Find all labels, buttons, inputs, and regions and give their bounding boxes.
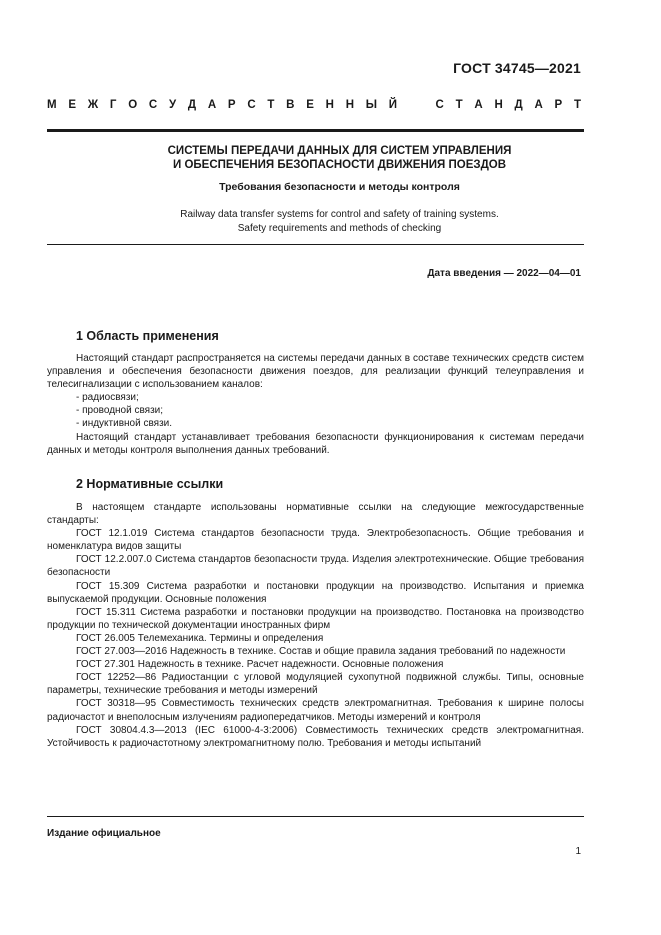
heading-letter: Т [267, 99, 278, 111]
heading-word-gap [409, 99, 427, 111]
heading-letter: Г [109, 99, 120, 111]
heading-letter: С [435, 99, 447, 111]
reference-item: ГОСТ 30804.4.3—2013 (IEC 61000-4-3:2006) Совместимость технических средств электромагнитная. Устойчивость к радиочастотному электромагнитному полю. Требования и методы испытаний [47, 724, 584, 749]
standard-type-heading [47, 99, 584, 111]
section-1-paragraph-2: Настоящий стандарт устанавливает требования безопасности функционирования к системам передачи данных и методы контроля выполнения данных требований. [47, 431, 584, 456]
doc-number: ГОСТ 34745—2021 [453, 60, 581, 76]
title-line-1: СИСТЕМЫ ПЕРЕДАЧИ ДАННЫХ ДЛЯ СИСТЕМ УПРАВЛЕНИЯ [167, 145, 512, 157]
reference-item: ГОСТ 15.311 Система разработки и постановки продукции на производство. Постановка на производство продукции по технической документации иностранных фирм [47, 606, 584, 631]
reference-item: ГОСТ 15.309 Система разработки и постановки продукции на производство. Испытания и приемка выпускаемой продукции. Основные положения [47, 580, 584, 605]
reference-item: ГОСТ 27.301 Надежность в технике. Расчет надежности. Основные положения [76, 659, 444, 671]
heading-letter: А [474, 99, 486, 111]
heading-letter: А [207, 99, 220, 111]
heading-letter: Р [227, 99, 239, 111]
heading-letter: С [247, 99, 259, 111]
header-rule [47, 129, 584, 132]
heading-letter: О [128, 99, 141, 111]
heading-letter: Н [345, 99, 358, 111]
heading-letter: Е [68, 99, 80, 111]
heading-letter: У [168, 99, 180, 111]
reference-item: ГОСТ 12.1.019 Система стандартов безопасности труда. Электробезопасность. Общие требования и номенклатура видов защиты [47, 528, 584, 553]
heading-letter: Й [388, 99, 401, 111]
reference-item: ГОСТ 12252—86 Радиостанции с угловой модуляцией сухопутной подвижной службы. Типы, основные параметры, технические требования и методы измерений [47, 672, 584, 697]
section-1-paragraph-1: Настоящий стандарт распространяется на системы передачи данных в составе технических средств систем управления и обеспечения безопасности движения поездов, для реализации функций телеуправления и телесигнализации с использованием каналов: [47, 353, 584, 391]
document-subtitle: Требования безопасности и методы контроля [219, 181, 460, 193]
official-edition-label: Издание официальное [47, 828, 161, 839]
introduction-date: Дата введения — 2022—04—01 [427, 268, 581, 279]
heading-letter: А [534, 99, 546, 111]
section-1-body [47, 352, 584, 457]
bullet-item: - индуктивной связи. [76, 418, 173, 430]
english-title-line-1: Railway data transfer systems for control and safety of training systems. [180, 209, 499, 220]
heading-letter: Д [187, 99, 200, 111]
reference-item: ГОСТ 12.2.007.0 Система стандартов безопасности труда. Изделия электротехнические. Общие требования безопасности [47, 554, 584, 579]
heading-letter: Е [306, 99, 317, 111]
page-number: 1 [575, 846, 581, 857]
heading-letter: М [47, 99, 60, 111]
document-title [47, 144, 632, 172]
bullet-item: - радиосвязи; [76, 392, 139, 404]
heading-letter: Н [325, 99, 337, 111]
section-2-intro: В настоящем стандарте использованы нормативные ссылки на следующие межгосударственные стандарты: [47, 502, 584, 527]
english-title [47, 208, 632, 236]
bullet-item: - проводной связи; [76, 405, 164, 417]
reference-item: ГОСТ 26.005 Телемеханика. Термины и определения [76, 632, 324, 644]
title-line-2: И ОБЕСПЕЧЕНИЯ БЕЗОПАСНОСТИ ДВИЖЕНИЯ ПОЕЗДОВ [172, 159, 507, 171]
section-1-heading: 1 Область применения [76, 329, 219, 343]
heading-letter: Т [455, 99, 466, 111]
heading-letter: Н [494, 99, 506, 111]
section-2-body [47, 501, 584, 750]
title-rule [47, 244, 584, 245]
heading-letter: Р [554, 99, 566, 111]
heading-letter: Ж [87, 99, 102, 111]
heading-letter: С [148, 99, 161, 111]
footer-rule [47, 816, 584, 817]
heading-letter: Д [514, 99, 526, 111]
heading-letter: Т [573, 99, 584, 111]
heading-letter: В [286, 99, 298, 111]
section-2-heading: 2 Нормативные ссылки [76, 477, 224, 491]
english-title-line-2: Safety requirements and methods of checking [237, 223, 442, 234]
reference-item: ГОСТ 27.003—2016 Надежность в технике. Состав и общие правила задания требований по надежности [76, 646, 566, 658]
reference-item: ГОСТ 30318—95 Совместимость технических средств электромагнитная. Требования к ширине полосы радиочастот и внеполосным излучениям радиопередатчиков. Методы измерений и контроля [47, 698, 584, 723]
heading-letter: Ы [365, 99, 381, 111]
